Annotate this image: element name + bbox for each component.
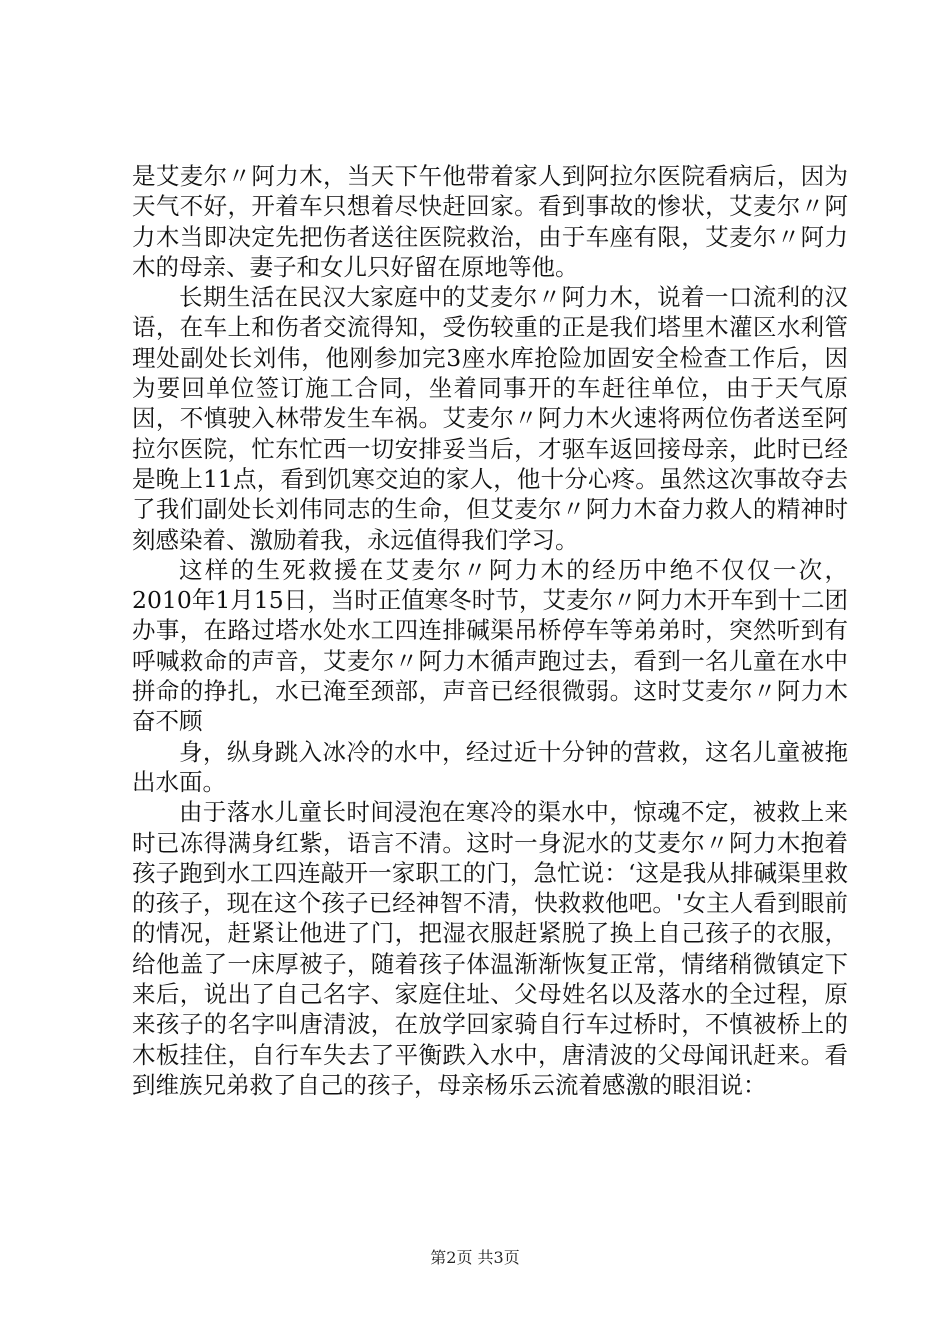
paragraph-3: 这样的生死救援在艾麦尔〃阿力木的经历中绝不仅仅一次，2010年1月15日，当时正值寒冬时节，艾麦尔〃阿力木开车到十二团办事，在路过塔水处水工四连排碱渠吊桥停车等弟弟时，突然听到有呼喊救命的声音，艾麦尔〃阿力木循声跑过去，看到一名儿童在水中拼命的挣扎，水已淹至颈部，声音已经很微弱。这时艾麦尔〃阿力木奋不顾 xyxy=(132,555,848,736)
paragraph-5: 由于落水儿童长时间浸泡在寒冷的渠水中，惊魂不定，被救上来时已冻得满身红紫，语言不清。这时一身泥水的艾麦尔〃阿力木抱着孩子跑到水工四连敲开一家职工的门，急忙说：‘这是我从排碱渠里救的孩子，现在这个孩子已经神智不清，快救救他吧。'女主人看到眼前的情况，赶紧让他进了门，把湿衣服赶紧脱了换上自己孩子的衣服，给他盖了一床厚被子，随着孩子体温渐渐恢复正常，情绪稍微镇定下来后，说出了自己名字、家庭住址、父母姓名以及落水的全过程，原来孩子的名字叫唐清波，在放学回家骑自行车过桥时，不慎被桥上的木板挂住，自行车失去了平衡跌入水中，唐清波的父母闻讯赶来。看到维族兄弟救了自己的孩子，母亲杨乐云流着感激的眼泪说： xyxy=(132,798,848,1099)
paragraph-4: 身，纵身跳入冰冷的水中，经过近十分钟的营救，这名儿童被拖出水面。 xyxy=(132,737,848,796)
paragraph-1: 是艾麦尔〃阿力木，当天下午他带着家人到阿拉尔医院看病后，因为天气不好，开着车只想着尽快赶回家。看到事故的惨状，艾麦尔〃阿力木当即决定先把伤者送往医院救治，由于车座有限，艾麦尔〃阿力木的母亲、妻子和女儿只好留在原地等他。 xyxy=(132,162,848,281)
page-number-footer: 第2页 共3页 xyxy=(430,1248,520,1267)
document-body xyxy=(132,161,848,1100)
paragraph-2: 长期生活在民汉大家庭中的艾麦尔〃阿力木，说着一口流利的汉语，在车上和伤者交流得知，受伤较重的正是我们塔里木灌区水利管理处副处长刘伟，他刚参加完3座水库抢险加固安全检查工作后，因为要回单位签订施工合同，坐着同事开的车赶往单位，由于天气原因，不慎驶入林带发生车祸。艾麦尔〃阿力木火速将两位伤者送至阿拉尔医院，忙东忙西一切安排妥当后，才驱车返回接母亲，此时已经是晚上11点，看到饥寒交迫的家人，他十分心疼。虽然这次事故夺去了我们副处长刘伟同志的生命，但艾麦尔〃阿力木奋力救人的精神时刻感染着、激励着我，永远值得我们学习。 xyxy=(132,283,848,554)
